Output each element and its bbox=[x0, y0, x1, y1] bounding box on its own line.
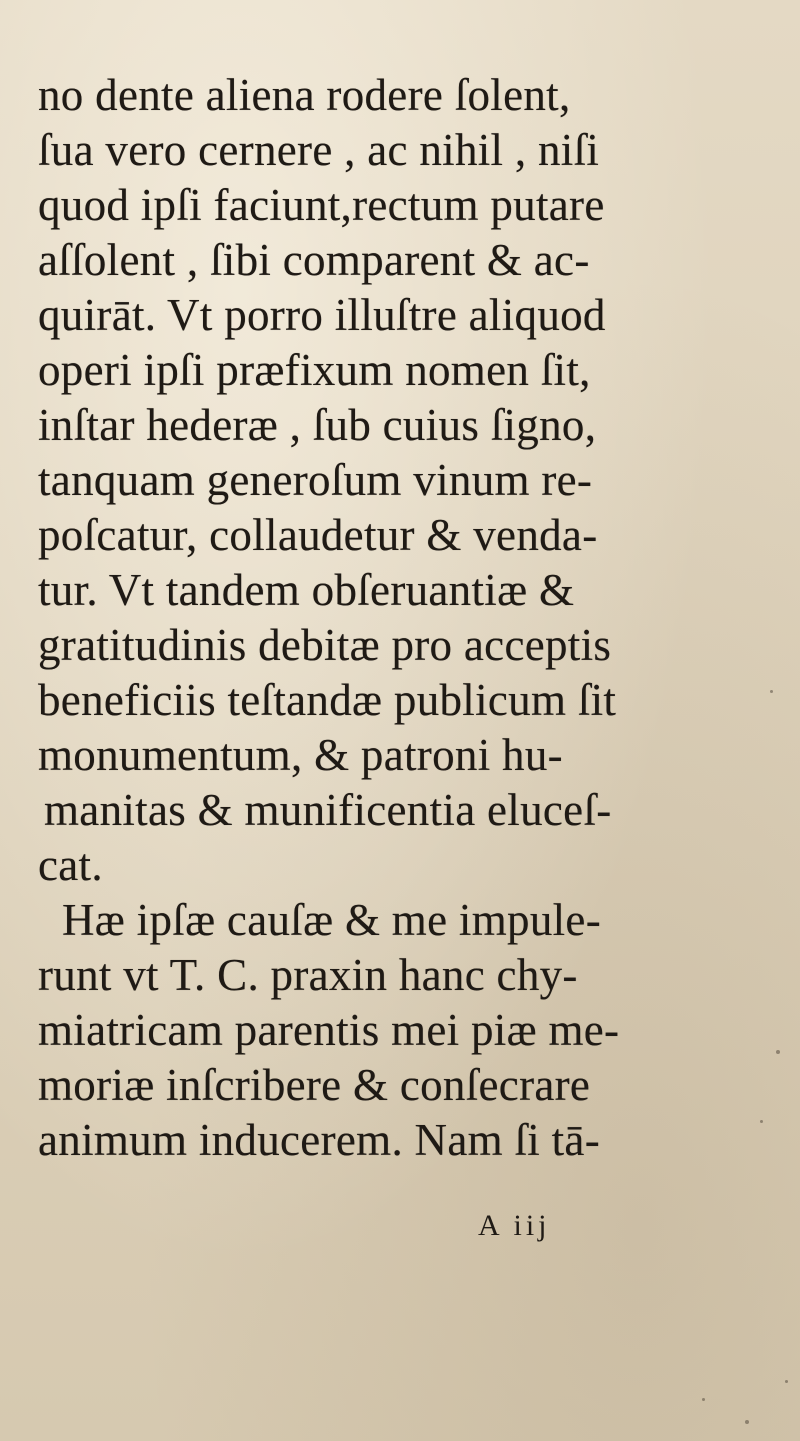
text-line: moriæ inſcribere & conſecrare bbox=[38, 1060, 591, 1110]
text-line: monumentum, & patroni hu- bbox=[38, 730, 563, 780]
text-line: no dente aliena rodere ſolent, bbox=[38, 70, 571, 120]
text-line: aſſolent , ſibi comparent & ac- bbox=[38, 235, 590, 285]
text-line: miatricam parentis mei piæ me- bbox=[38, 1005, 620, 1055]
text-line: tur. Vt tandem obſeruantiæ & bbox=[38, 565, 575, 615]
paper-speck bbox=[702, 1398, 705, 1401]
text-line: quirāt. Vt porro illuſtre aliquod bbox=[38, 290, 606, 340]
paper-speck bbox=[785, 1380, 788, 1383]
text-line: poſcatur, collaudetur & venda- bbox=[38, 510, 598, 560]
paper-speck bbox=[745, 1420, 749, 1424]
text-line: gratitudinis debitæ pro acceptis bbox=[38, 620, 612, 670]
body-text bbox=[38, 68, 778, 1168]
text-line: cat. bbox=[38, 840, 103, 890]
paper-speck bbox=[760, 1120, 763, 1123]
signature-mark: A iij bbox=[478, 1209, 551, 1242]
paper-speck bbox=[776, 1050, 780, 1054]
text-line: tanquam generoſum vinum re- bbox=[38, 455, 593, 505]
text-line: ſua vero cernere , ac nihil , niſi bbox=[38, 125, 600, 175]
text-line: quod ipſi faciunt,rectum putare bbox=[38, 180, 605, 230]
text-line: manitas & munificentia eluceſ- bbox=[44, 785, 612, 835]
text-line: runt vt T. C. praxin hanc chy- bbox=[38, 950, 578, 1000]
text-line: inſtar hederæ , ſub cuius ſigno, bbox=[38, 400, 597, 450]
text-line: animum inducerem. Nam ſi tā- bbox=[38, 1115, 600, 1165]
paper-speck bbox=[770, 690, 773, 693]
text-line: operi ipſi præfixum nomen ſit, bbox=[38, 345, 591, 395]
text-line: beneficiis teſtandæ publicum ſit bbox=[38, 675, 617, 725]
text-line: Hæ ipſæ cauſæ & me impule- bbox=[62, 895, 601, 945]
